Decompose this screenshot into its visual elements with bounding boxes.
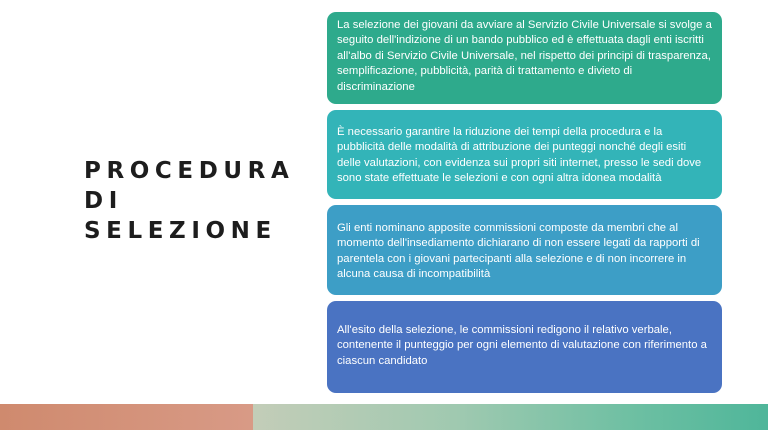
info-box-riduzione-tempi: [327, 110, 722, 199]
footer-band-left: [0, 404, 253, 430]
info-box-text: È necessario garantire la riduzione dei tempi della procedura e la pubblicità delle modalità di attribuzione dei punteggi nonché degli esiti delle valutazioni, con evidenza sui propri siti internet, presso le sedi dove sono state effettuate le selezioni e con ogni altra idonea modalità: [337, 126, 702, 185]
info-box-verbale: [327, 301, 722, 393]
slide-title-line-2: DI: [84, 188, 123, 214]
slide-title: [84, 156, 314, 246]
footer-decorative-band: [0, 404, 768, 430]
info-box-text: La selezione dei giovani da avviare al Servizio Civile Universale si svolge a seguito dell'indizione di un bando pubblico ed è effettuata dagli enti iscritti all'albo di Servizio Civile Universale, nel rispetto dei principi di trasparenza, semplificazione, pubblicità, parità di trattamento e divieto di discriminazione: [337, 19, 712, 93]
info-box-text: All'esito della selezione, le commissioni redigono il relativo verbale, contenente il punteggio per ogni elemento di valutazione con riferimento a ciascun candidato: [337, 324, 707, 367]
info-box-bando-pubblico: [327, 12, 722, 104]
footer-band-right: [253, 404, 768, 430]
info-box-text: Gli enti nominano apposite commissioni composte da membri che al momento dell'insediamento dichiarano di non essere legati da rapporti di parentela con i giovani partecipanti alla selezione e di non incorrere in alcuna causa di incompatibilità: [337, 222, 700, 281]
slide-title-line-3: SELEZIONE: [84, 218, 277, 244]
info-box-commissioni: [327, 205, 722, 295]
slide-title-line-1: PROCEDURA: [84, 158, 295, 184]
